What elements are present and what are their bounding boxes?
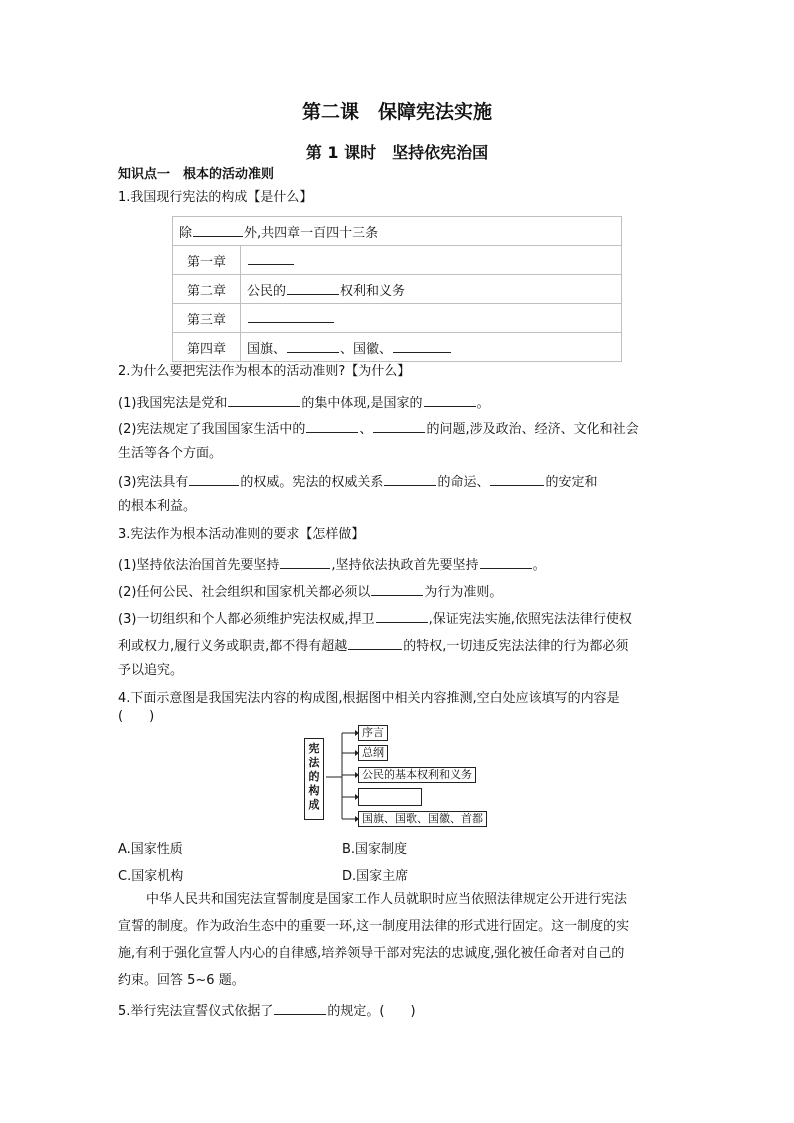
diagram-item-blank[interactable] — [358, 788, 422, 806]
diagram-item-rights-duties: 公民的基本权利和义务 — [358, 767, 476, 783]
text-segment: 的集中体现,是国家的 — [301, 396, 423, 411]
question-3-line-3-end: 予以追究。 — [118, 663, 184, 678]
answer-parentheses[interactable]: ( ) — [118, 709, 155, 724]
question-2-line-2 — [118, 419, 639, 438]
text-segment: 的安定和 — [545, 475, 598, 490]
page-title: 第二课 保障宪法实施 — [301, 101, 492, 123]
text-segment: 的权威。宪法的权威关系 — [240, 475, 384, 490]
option-a[interactable]: A.国家性质 — [118, 842, 183, 857]
root-char: 的 — [308, 770, 320, 783]
fill-blank[interactable] — [490, 472, 544, 486]
table-row — [173, 246, 622, 275]
fill-blank[interactable] — [371, 582, 423, 596]
option-b[interactable]: B.国家制度 — [342, 842, 408, 857]
question-3-stem: 3.宪法作为根本活动准则的要求【怎样做】 — [118, 527, 365, 542]
passage-line-1: 中华人民共和国宪法宣誓制度是国家工作人员就职时应当依照法律规定公开进行宪法 — [146, 892, 628, 907]
text-segment: 的特权,一切违反宪法法律的行为都必须 — [403, 639, 629, 654]
question-2-line-2-cont: 生活等各个方面。 — [118, 446, 223, 461]
question-3-line-1 — [118, 555, 546, 574]
question-3-line-3 — [118, 609, 632, 628]
question-2-line-3 — [118, 472, 597, 491]
passage-line-3: 施,有利于强化宣誓人内心的自律感,培养领导干部对宪法的忠诚度,强化被任命者对自己的 — [118, 946, 625, 961]
text-segment: 的问题,涉及政治、经济、文化和社会 — [426, 422, 639, 437]
fill-blank[interactable] — [376, 609, 428, 623]
text-segment: (1)坚持依法治国首先要坚持 — [118, 558, 280, 573]
table-row — [173, 275, 622, 304]
table-top-cell — [173, 217, 622, 246]
question-2-stem: 2.为什么要把宪法作为根本的活动准则?【为什么】 — [118, 364, 411, 379]
text-segment: (2)任何公民、社会组织和国家机关都必须以 — [118, 585, 371, 600]
text-segment: ,坚持依法执政首先要坚持 — [331, 558, 479, 573]
chapter-label: 第一章 — [173, 246, 241, 275]
option-c[interactable]: C.国家机构 — [118, 869, 184, 884]
lesson-subtitle: 第 1 课时 坚持依宪治国 — [305, 143, 489, 162]
chapter-label: 第三章 — [173, 304, 241, 333]
fill-blank[interactable] — [228, 393, 300, 407]
question-2-line-3-cont: 的根本利益。 — [118, 499, 197, 514]
text-segment: 5.举行宪法宣誓仪式依据了 — [118, 1004, 274, 1019]
chapter-text: 国旗、 — [247, 341, 287, 357]
chapter-label: 第四章 — [173, 333, 241, 362]
text-segment: 的规定。( ) — [327, 1004, 416, 1019]
passage-line-2: 宣誓的制度。作为政治生态中的重要一环,这一制度用法律的形式进行固定。这一制度的实 — [118, 919, 630, 934]
question-4-stem: 4.下面示意图是我国宪法内容的构成图,根据图中相关内容推测,空白处应该填写的内容是 — [118, 691, 620, 706]
root-char: 构 — [308, 784, 320, 797]
fill-blank[interactable] — [287, 281, 339, 295]
fill-blank[interactable] — [306, 419, 358, 433]
option-d[interactable]: D.国家主席 — [342, 869, 409, 884]
table-row — [173, 304, 622, 333]
text-segment: 、 — [359, 422, 373, 437]
text-segment: (3)宪法具有 — [118, 475, 189, 490]
fill-blank[interactable] — [424, 393, 476, 407]
diagram-item-general-principles: 总纲 — [358, 745, 388, 761]
root-char: 成 — [308, 798, 320, 811]
constitution-structure-table — [172, 216, 622, 362]
root-char: 法 — [308, 756, 320, 769]
constitution-structure-diagram — [300, 722, 500, 832]
fill-blank[interactable] — [373, 419, 425, 433]
text-segment: 。 — [476, 396, 490, 411]
fill-blank[interactable] — [393, 339, 451, 353]
fill-blank[interactable] — [248, 309, 334, 323]
question-2-line-1 — [118, 393, 490, 412]
chapter-content — [241, 275, 622, 304]
question-3-line-3-cont — [118, 636, 628, 655]
fill-blank[interactable] — [193, 223, 243, 237]
text-segment: 为行为准则。 — [424, 585, 503, 600]
question-3-line-2 — [118, 582, 502, 601]
text-segment: (1)我国宪法是党和 — [118, 396, 228, 411]
fill-blank[interactable] — [189, 472, 239, 486]
knowledge-point-heading: 知识点一 根本的活动准则 — [118, 167, 275, 182]
question-1-stem: 1.我国现行宪法的构成【是什么】 — [118, 190, 313, 205]
chapter-label: 第二章 — [173, 275, 241, 304]
text-segment: (3)一切组织和个人都必须维护宪法权威,捍卫 — [118, 612, 375, 627]
top-cell-prefix: 除 — [179, 225, 193, 241]
fill-blank[interactable] — [480, 555, 532, 569]
chapter-content — [241, 246, 622, 275]
text-segment: (2)宪法规定了我国国家生活中的 — [118, 422, 306, 437]
question-5 — [118, 1001, 416, 1020]
top-cell-suffix: 外,共四章一百四十三条 — [244, 225, 379, 241]
diagram-item-national-symbols: 国旗、国歌、国徽、首都 — [358, 811, 487, 827]
text-segment: 的命运、 — [437, 475, 490, 490]
chapter-content — [241, 304, 622, 333]
table-row — [173, 333, 622, 362]
chapter-text: 权利和义务 — [340, 283, 406, 299]
fill-blank[interactable] — [384, 472, 436, 486]
fill-blank[interactable] — [248, 251, 294, 265]
text-segment: ,保证宪法实施,依照宪法法律行使权 — [428, 612, 632, 627]
fill-blank[interactable] — [280, 555, 330, 569]
chapter-text: 公民的 — [247, 283, 287, 299]
text-segment: 利或权力,履行义务或职责,都不得有超越 — [118, 639, 348, 654]
passage-line-4: 约束。回答 5~6 题。 — [118, 973, 245, 988]
diagram-item-preamble: 序言 — [358, 725, 388, 741]
fill-blank[interactable] — [348, 636, 402, 650]
table-row — [173, 217, 622, 246]
chapter-content — [241, 333, 622, 362]
text-segment: 。 — [532, 558, 546, 573]
chapter-text: 、国徽、 — [340, 341, 393, 357]
root-char: 宪 — [308, 742, 320, 755]
fill-blank[interactable] — [274, 1001, 326, 1015]
fill-blank[interactable] — [287, 339, 339, 353]
